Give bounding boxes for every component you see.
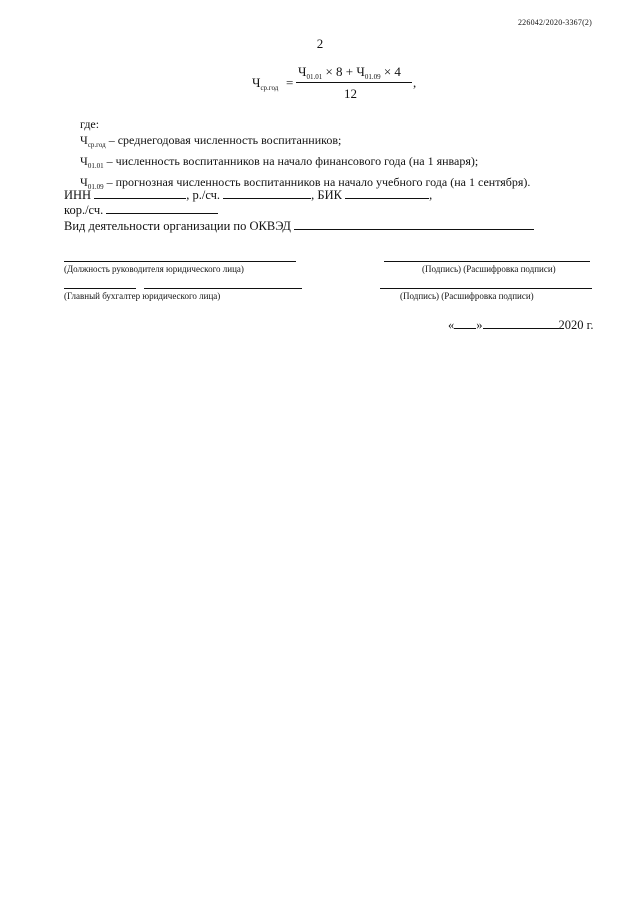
definition-item: $Ч_{ср.год}$ – среднегодовая численность воспитанников; (80, 133, 342, 149)
date-day-field[interactable] (454, 318, 476, 329)
definitions-block (80, 116, 530, 195)
inn-field[interactable] (94, 188, 186, 199)
head-position-caption: (Должность руководителя юридического лица) (64, 264, 244, 274)
formula-denominator: 12 (344, 86, 357, 101)
trailing-comma: , (429, 188, 433, 202)
definition-item: $Ч_{01.09}$ – прогнозная численность воспитанников на начало учебного года (на 1 сентября). (80, 175, 531, 191)
accountant-signature-caption: (Подпись) (Расшифровка подписи) (400, 291, 534, 301)
formula-lhs: $Ч_{ср.год}$ (252, 75, 279, 92)
accountant-signature-line[interactable] (380, 288, 592, 289)
definition-item: $Ч_{01.01}$ – численность воспитанников на начало финансового года (на 1 января); (80, 154, 479, 170)
bik-field[interactable] (345, 188, 429, 199)
date-open-quote: « (448, 318, 455, 332)
formula-comma: , (413, 75, 417, 90)
fraction-bar (296, 82, 412, 83)
account-label: , р./сч. (186, 188, 221, 202)
requisites-row-3 (64, 219, 534, 234)
account-field[interactable] (223, 188, 311, 199)
requisites-row-1 (64, 188, 432, 203)
corr-account-field[interactable] (106, 203, 218, 214)
date-close-quote: » (476, 318, 483, 332)
formula-equals: = (286, 75, 294, 90)
date-year: 2020 г. (558, 318, 594, 332)
okved-label: Вид деятельности организации по ОКВЭД (64, 219, 291, 233)
bik-label: , БИК (311, 188, 342, 202)
date-line (448, 318, 593, 333)
accountant-caption: (Главный бухгалтер юридического лица) (64, 291, 221, 301)
requisites-row-2 (64, 203, 218, 218)
date-month-field[interactable] (483, 318, 559, 329)
head-position-line[interactable] (64, 261, 296, 262)
document-id: 226042/2020-3367(2) (517, 18, 592, 27)
head-signature-line[interactable] (384, 261, 590, 262)
formula-numerator: $Ч_{01.01} \times 8 + Ч_{01.09} \times 4$ (298, 64, 401, 81)
definitions-intro: где: (80, 117, 100, 131)
accountant-line-b[interactable] (144, 288, 302, 289)
page-number: 2 (316, 36, 324, 51)
okved-field[interactable] (294, 219, 534, 230)
head-signature-caption: (Подпись) (Расшифровка подписи) (422, 264, 556, 274)
accountant-line-a[interactable] (64, 288, 136, 289)
inn-label: ИНН (64, 188, 92, 202)
corr-account-label: кор./сч. (64, 203, 104, 217)
